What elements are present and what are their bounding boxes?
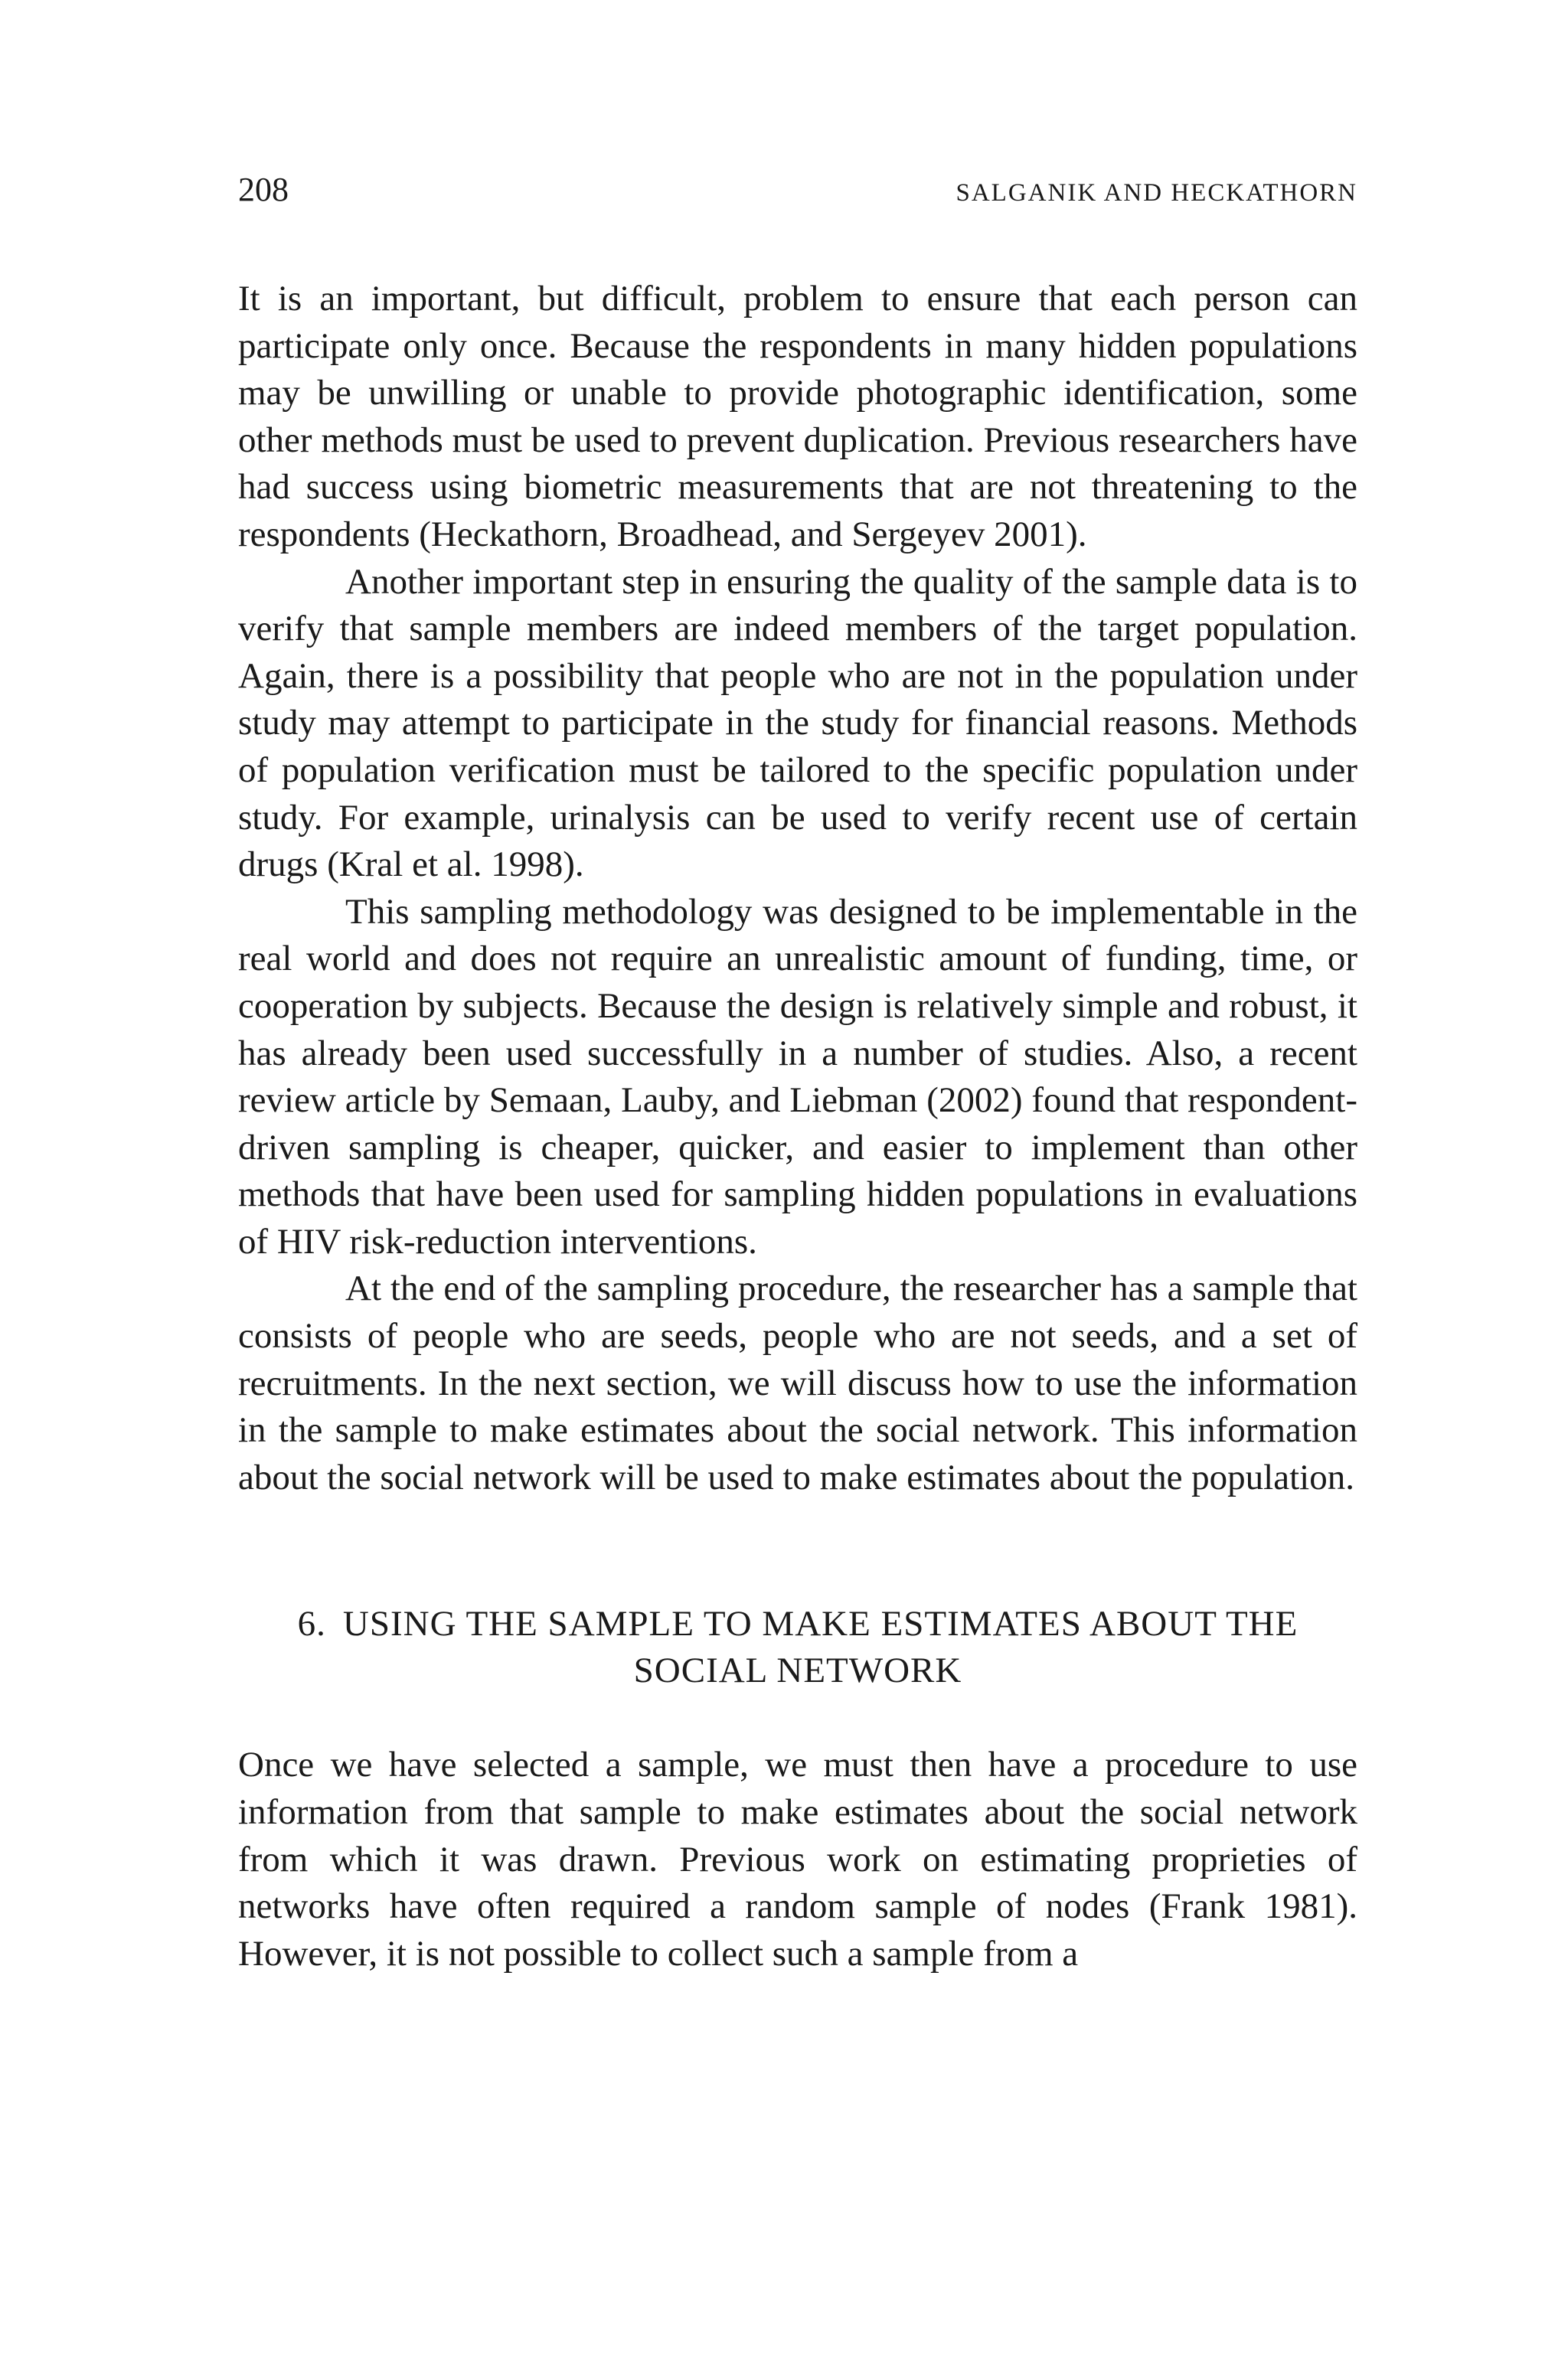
section-body — [238, 1742, 1357, 1977]
section-number: 6. — [297, 1604, 326, 1644]
running-head — [238, 170, 1357, 216]
paragraph-section-intro: Once we have selected a sample, we must then have a procedure to use information from that sample to make estimates about the social network from which it was drawn. Previous work on estimating proprieties of networks have often required a random sample of nodes (Frank 1981). However, it is not possible to collect such a sample from a — [238, 1745, 1357, 1974]
paragraph-duplication: It is an important, but difficult, problem to ensure that each person can participate only once. Because the respondents in many hidden populations may be unwilling or unable to provide photographic identification, some other methods must be used to prevent duplication. Previous researchers have had success using biometric measurements that are not threatening to the respondents (Heckathorn, Broadhead, and Sergeyev 2001). — [238, 279, 1357, 554]
section-title-part1: USING THE SAMPLE TO MAKE ESTIMATES ABOUT THE — [342, 1604, 1298, 1644]
running-title: SALGANIK AND HECKATHORN — [956, 179, 1357, 207]
page — [238, 170, 1357, 1977]
section-heading — [238, 1601, 1357, 1694]
page-number: 208 — [238, 171, 289, 208]
section-heading-line1 — [238, 1601, 1357, 1647]
body-text — [238, 276, 1357, 1501]
paragraph-methodology: This sampling methodology was designed to be implementable in the real world and does not require an unrealistic amount of funding, time, or cooperation by subjects. Because the design is relatively simple and robust, it has already been used successfully in a number of studies. Also, a recent review article by Semaan, Lauby, and Liebman (2002) found that respondent-driven sampling is cheaper, quicker, and easier to implement than other methods that have been used for sampling hidden populations in evaluations of HIV risk-reduction interventions. — [238, 891, 1357, 1262]
section-heading-line2: SOCIAL NETWORK — [633, 1651, 962, 1691]
paragraph-population-verification: Another important step in ensuring the quality of the sample data is to verify that sample members are indeed members of the target population. Again, there is a possibility that people who are not in the population under study may attempt to participate in the study for financial reasons. Methods of population verification must be tailored to the specific population under study. For example, urinalysis can be used to verify recent use of certain drugs (Kral et al. 1998). — [238, 561, 1357, 885]
paragraph-end-of-sampling: At the end of the sampling procedure, the researcher has a sample that consists of people who are seeds, people who are not seeds, and a set of recruitments. In the next section, we will discuss how to use the information in the sample to make estimates about the social network. This information about the social network will be used to make estimates about the population. — [238, 1269, 1357, 1497]
